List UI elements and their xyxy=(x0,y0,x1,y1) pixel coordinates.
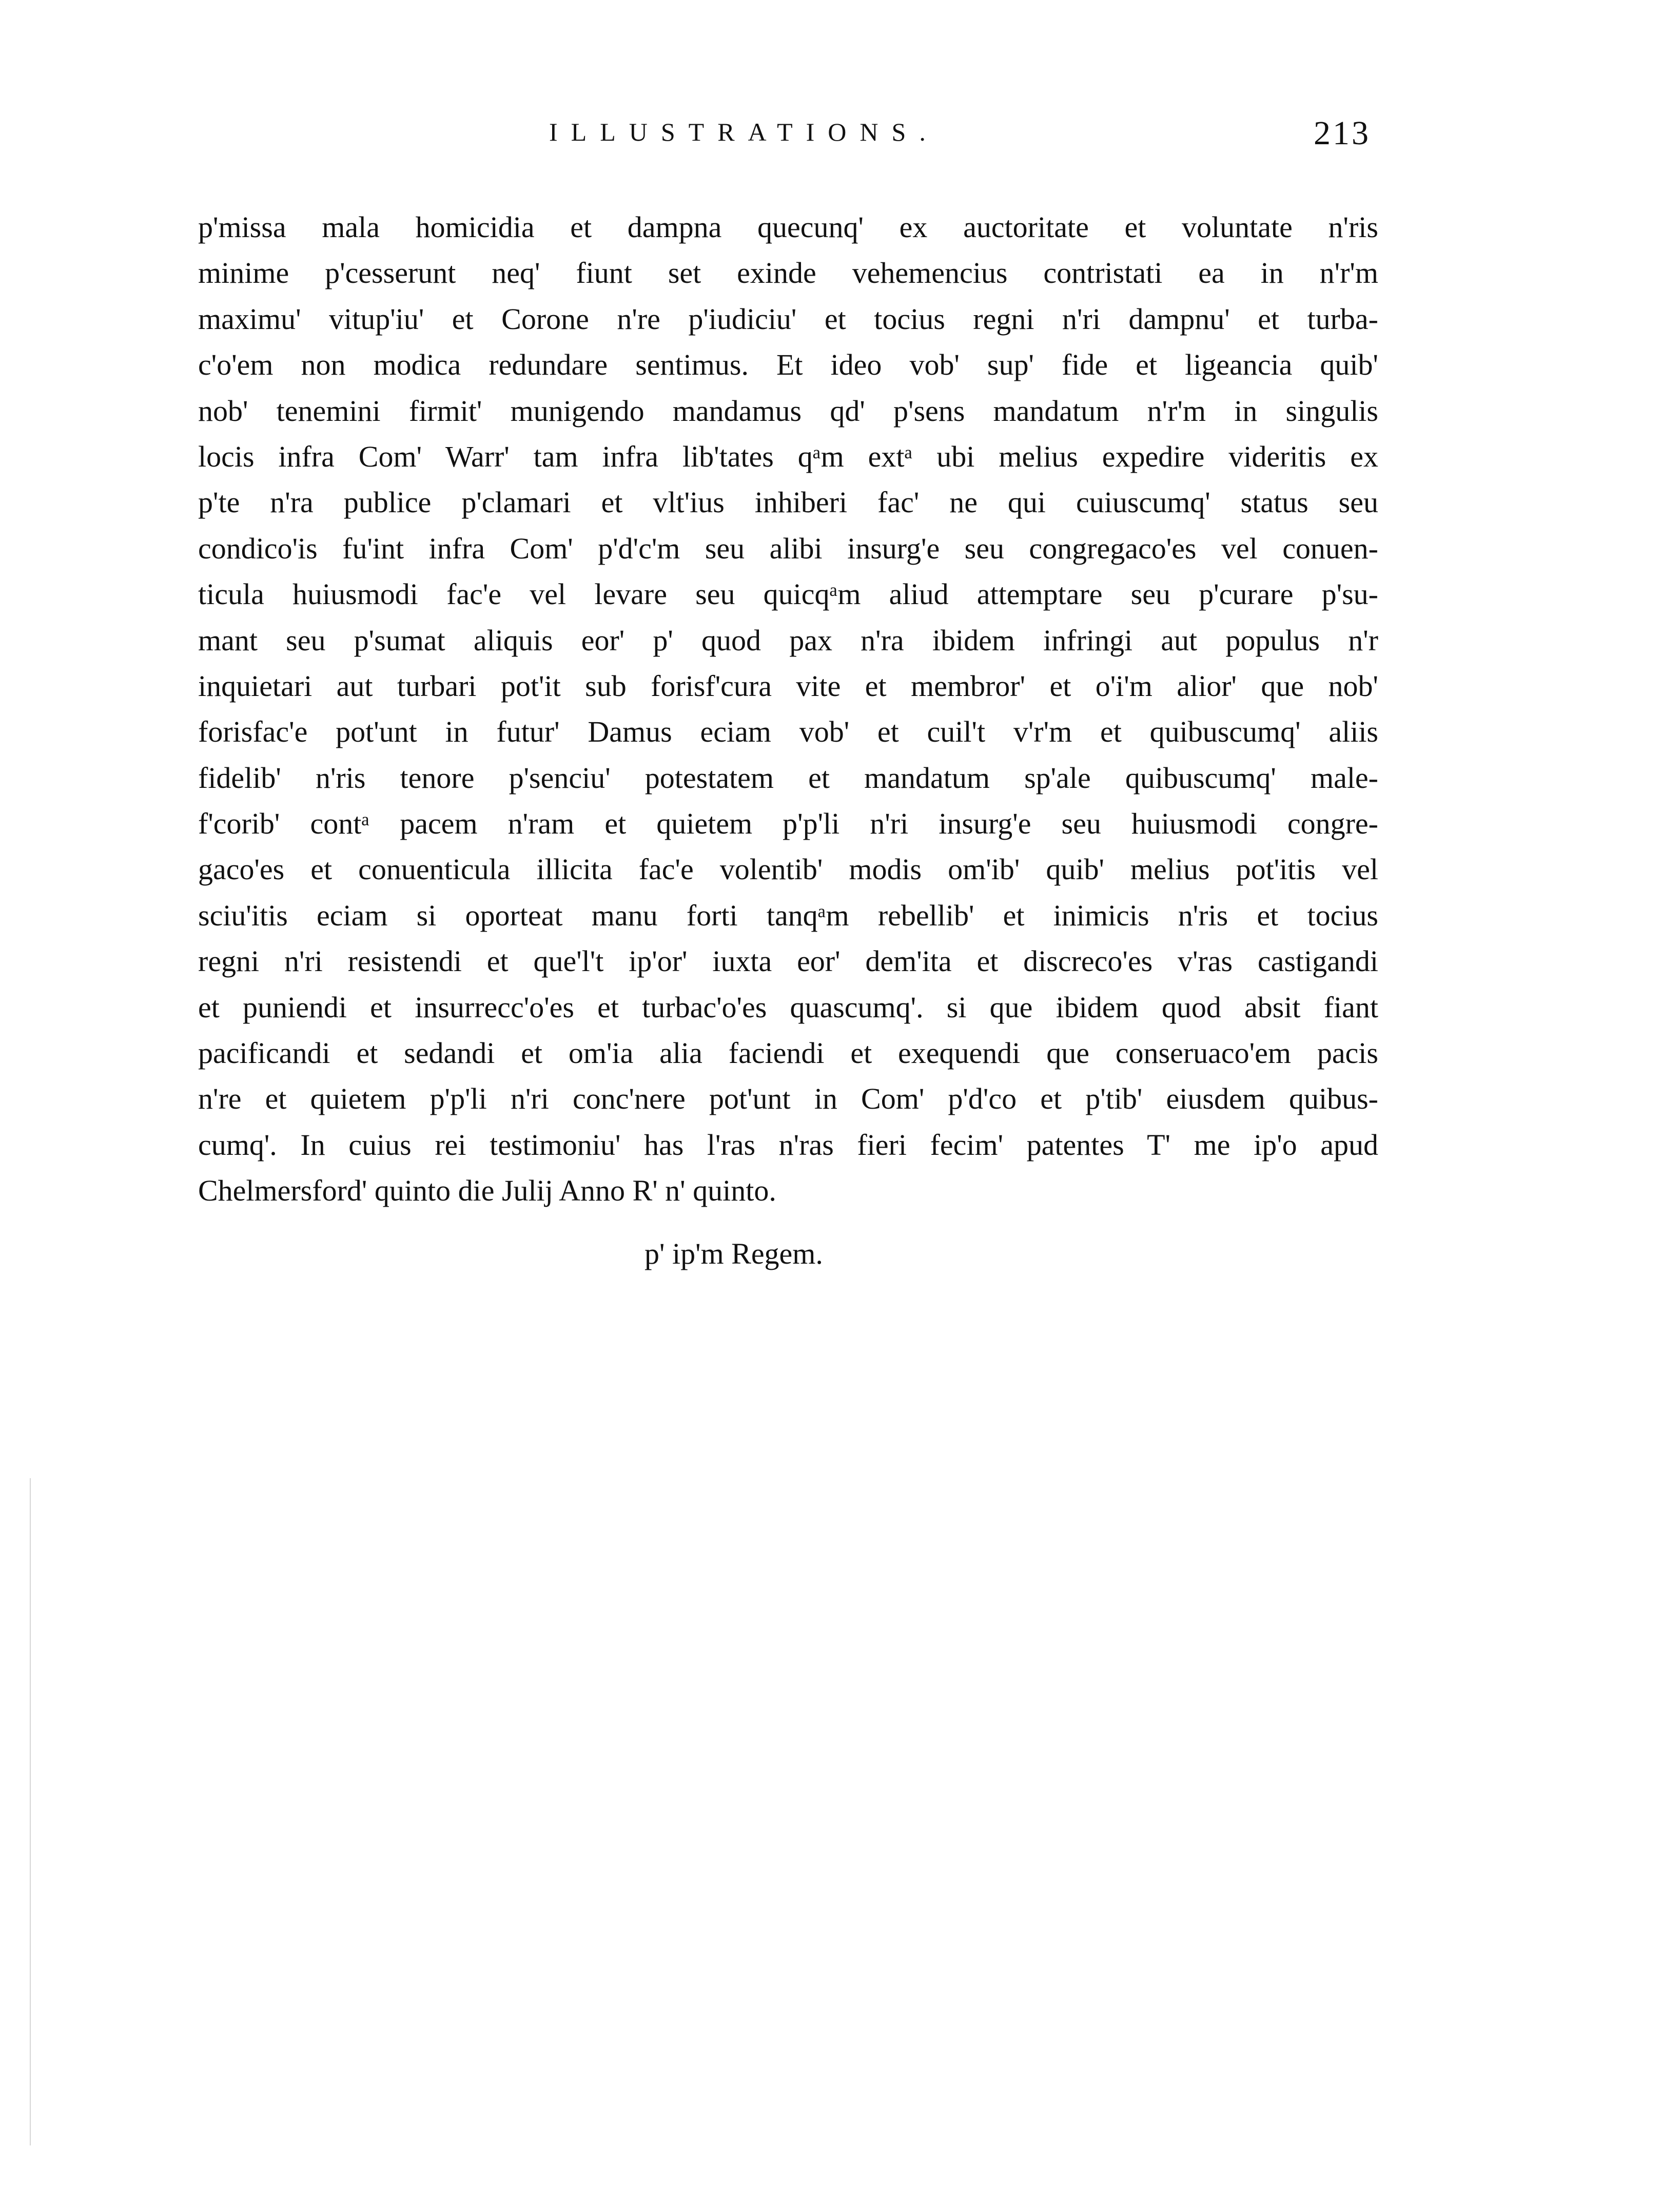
page-number: 213 xyxy=(1314,114,1371,152)
text-line: inquietari aut turbari pot'it sub forisf'cura vite et membror' et o'i'm alior' que nob' xyxy=(198,669,1378,703)
text-line: Chelmersford' quinto die Julij Anno R' n' quinto. xyxy=(198,1174,776,1208)
text-line: p'missa mala homicidia et dampna quecunq' ex auctoritate et voluntate n'ris xyxy=(198,210,1378,244)
text-line: et puniendi et insurrecc'o'es et turbac'o'es quascumq'. si que ibidem quod absit fiant xyxy=(198,990,1378,1024)
running-title: ILLUSTRATIONS. xyxy=(549,118,939,146)
text-line: mant seu p'sumat aliquis eor' p' quod pax n'ra ibidem infringi aut populus n'r xyxy=(198,623,1378,657)
text-line: forisfac'e pot'unt in futur' Damus eciam vob' et cuil't v'r'm et quibuscumq' aliis xyxy=(198,715,1378,749)
text-line: minime p'cesserunt neq' fiunt set exinde vehemencius contristati ea in n'r'm xyxy=(198,256,1378,290)
text-line: ticula huiusmodi fac'e vel levare seu quicqᵃm aliud attemptare seu p'curare p'su- xyxy=(198,577,1378,611)
text-line: nob' tenemini firmit' munigendo mandamus qd' p'sens mandatum n'r'm in singulis xyxy=(198,394,1378,428)
body-text xyxy=(198,204,1378,1214)
text-line: n're et quietem p'p'li n'ri conc'nere pot'unt in Com' p'd'co et p'tib' eiusdem quibus- xyxy=(198,1082,1378,1116)
text-line: regni n'ri resistendi et que'l't ip'or' iuxta eor' dem'ita et discreco'es v'ras castigandi xyxy=(198,944,1378,978)
text-line: condico'is fu'int infra Com' p'd'c'm seu alibi insurg'e seu congregaco'es vel conuen- xyxy=(198,531,1378,565)
text-line: c'o'em non modica redundare sentimus. Et ideo vob' sup' fide et ligeancia quib' xyxy=(198,348,1378,382)
text-line: fidelib' n'ris tenore p'senciu' potestatem et mandatum sp'ale quibuscumq' male- xyxy=(198,761,1378,795)
text-line: p'te n'ra publice p'clamari et vlt'ius inhiberi fac' ne qui cuiuscumq' status seu xyxy=(198,486,1378,519)
text-line: pacificandi et sedandi et om'ia alia faciendi et exequendi que conseruaco'em pacis xyxy=(198,1036,1378,1070)
signature-line: p' ip'm Regem. xyxy=(644,1237,823,1270)
text-line: f'corib' contᵃ pacem n'ram et quietem p'p'li n'ri insurg'e seu huiusmodi congre- xyxy=(198,807,1378,841)
text-line: locis infra Com' Warr' tam infra lib'tates qᵃm extᵃ ubi melius expedire videritis ex xyxy=(198,439,1378,473)
text-line: maximu' vitup'iu' et Corone n're p'iudiciu' et tocius regni n'ri dampnu' et turba- xyxy=(198,302,1378,336)
text-line: gaco'es et conuenticula illicita fac'e volentib' modis om'ib' quib' melius pot'itis vel xyxy=(198,853,1378,886)
scan-edge-line xyxy=(30,1478,31,2145)
text-line: sciu'itis eciam si oporteat manu forti tanqᵃm rebellib' et inimicis n'ris et tocius xyxy=(198,898,1378,932)
text-line: cumq'. In cuius rei testimoniu' has l'ras n'ras fieri fecim' patentes T' me ip'o apud xyxy=(198,1128,1378,1162)
